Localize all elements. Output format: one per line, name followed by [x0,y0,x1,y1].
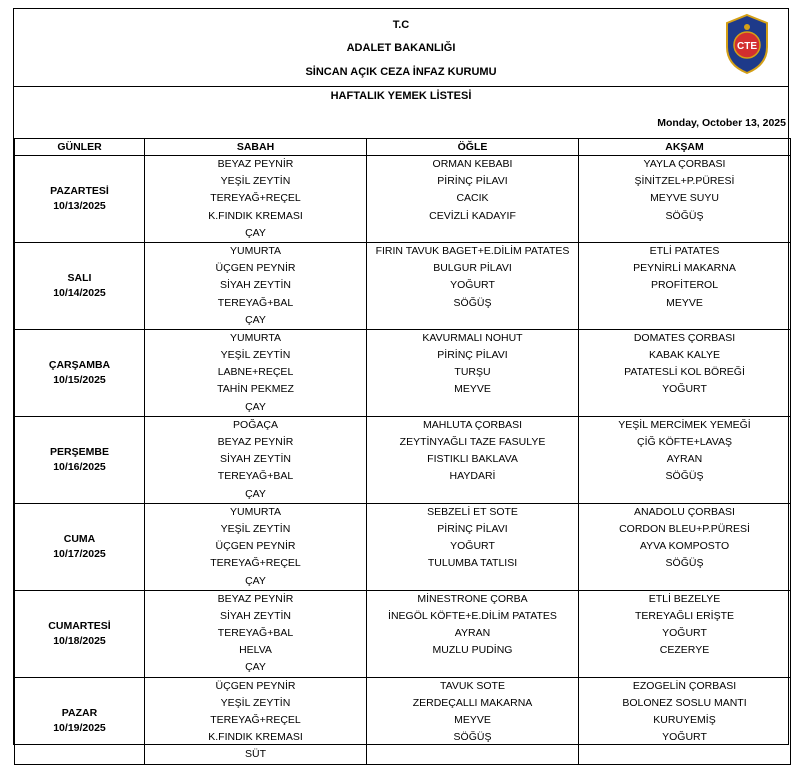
menu-item: ÜÇGEN PEYNİR [215,262,296,275]
table-row [15,329,791,416]
menu-item: ÜÇGEN PEYNİR [215,540,296,553]
menu-item: ORMAN KEBABI [432,158,513,170]
menu-item: ZERDEÇALLI MAKARNA [412,696,533,709]
day-cell [15,242,145,329]
day-name: PAZARTESİ [50,184,109,197]
menu-item: YEŞİL ZEYTİN [220,349,291,362]
menu-item: YUMURTA [230,505,281,518]
day-date: 10/14/2025 [53,286,106,299]
menu-item: SEBZELİ ET SOTE [427,505,518,518]
menu-item: YEŞİL MERCİMEK YEMEĞİ [618,418,751,431]
col-header-breakfast: SABAH [145,139,367,156]
menu-item: BEYAZ PEYNİR [217,158,294,170]
menu-item: FIRIN TAVUK BAGET+E.DİLİM PATATES [375,244,570,257]
menu-item: MEYVE [454,714,491,726]
menu-item: PATATESLİ KOL BÖREĞİ [624,366,745,379]
menu-item: ÇAY [245,574,266,587]
menu-item: YOĞURT [662,627,707,640]
menu-item: KAVURMALI NOHUT [422,331,523,344]
menu-item: ÇAY [245,487,266,500]
logo-text: CTE [737,41,757,52]
table-row [15,677,791,764]
page-title: HAFTALIK YEMEK LİSTESİ [330,90,472,102]
menu-item: KABAK KALYE [648,349,720,362]
day-date: 10/16/2025 [53,460,106,473]
ogle-cell [367,329,579,416]
header [14,9,788,87]
menu-item: PİRİNÇ PİLAVI [437,522,508,535]
menu-item: TEREYAĞ+REÇEL [210,714,301,726]
menu-item: PROFİTEROL [650,279,719,292]
day-cell [15,590,145,677]
col-header-days: GÜNLER [15,139,145,156]
menu-item: CEZERYE [659,644,710,657]
menu-item: BEYAZ PEYNİR [217,592,294,605]
aksam-cell [579,677,791,764]
menu-item: BOLONEZ SOSLU MANTI [622,696,747,709]
menu-item: YEŞİL ZEYTİN [220,696,291,709]
menu-item: PİRİNÇ PİLAVI [437,175,508,188]
menu-item: YUMURTA [230,331,281,344]
aksam-cell [579,156,791,243]
day-cell [15,156,145,243]
table-row [15,242,791,329]
sabah-cell [145,677,367,764]
menu-item: EZOGELİN ÇORBASI [632,679,737,692]
menu-item: K.FINDIK KREMASI [208,209,303,222]
menu-item: YOĞURT [662,731,707,744]
menu-item: SİYAH ZEYTİN [220,279,291,292]
menu-item: SİYAH ZEYTİN [220,609,291,622]
menu-item: TEREYAĞ+BAL [217,627,294,640]
col-header-lunch: ÖĞLE [367,139,579,156]
day-cell [15,329,145,416]
menu-item: PİRİNÇ PİLAVI [437,349,508,362]
menu-item: ÇAY [245,313,266,326]
menu-item: ZEYTİNYAĞLI TAZE FASULYE [399,436,546,448]
menu-item: ETLİ PATATES [649,244,720,257]
ogle-cell [367,590,579,677]
menu-item: MAHLUTA ÇORBASI [423,418,522,431]
menu-item: BEYAZ PEYNİR [217,436,294,448]
menu-item: TURŞU [454,366,491,379]
menu-item: TAHİN PEKMEZ [217,383,294,396]
day-cell [15,416,145,503]
menu-item: SÖĞÜŞ [665,470,704,483]
menu-item: TAVUK SOTE [440,679,505,692]
menu-table-wrap [14,138,788,765]
table-row [15,156,791,243]
menu-item: KURUYEMİŞ [653,714,716,726]
institution-logo-icon [724,13,770,75]
menu-item: MEYVE SUYU [650,192,719,205]
table-header-row [15,139,791,156]
day-name: SALI [67,271,92,284]
menu-item: MEYVE [454,383,491,396]
menu-item: TEREYAĞ+BAL [217,296,294,309]
menu-item: HELVA [239,644,272,657]
menu-item: ÇAY [245,400,266,413]
ogle-cell [367,242,579,329]
menu-item: CACIK [456,192,489,205]
aksam-cell [579,503,791,590]
menu-item: PEYNİRLİ MAKARNA [633,262,736,275]
menu-item: YOĞURT [450,279,495,292]
sabah-cell [145,416,367,503]
menu-item: SÖĞÜŞ [665,209,704,222]
menu-item: ÇİĞ KÖFTE+LAVAŞ [636,436,732,448]
menu-item: K.FINDIK KREMASI [208,731,303,744]
menu-item: YOĞURT [662,383,707,396]
menu-item: ŞİNİTZEL+P.PÜRESİ [634,175,735,188]
menu-item: SÖĞÜŞ [665,557,704,570]
menu-item: MUZLU PUDİNG [432,644,513,657]
day-cell [15,677,145,764]
menu-item: SÖĞÜŞ [453,296,492,309]
table-row [15,503,791,590]
ogle-cell [367,677,579,764]
aksam-cell [579,329,791,416]
sabah-cell [145,156,367,243]
ogle-cell [367,156,579,243]
menu-item: POĞAÇA [233,418,278,431]
menu-item: LABNE+REÇEL [217,366,294,379]
menu-item: FISTIKLI BAKLAVA [427,453,518,466]
menu-item: HAYDARİ [449,470,496,483]
menu-item: ÇAY [245,661,266,674]
menu-item: İNEGÖL KÖFTE+E.DİLİM PATATES [388,609,557,622]
aksam-cell [579,590,791,677]
sabah-cell [145,503,367,590]
day-name: PAZAR [61,706,98,719]
menu-item: TULUMBA TATLISI [427,557,518,570]
menu-item: ETLİ BEZELYE [648,592,721,605]
menu-item: SİYAH ZEYTİN [220,453,291,466]
menu-item: ANADOLU ÇORBASI [634,505,735,518]
sabah-cell [145,329,367,416]
day-name: PERŞEMBE [50,445,109,458]
menu-table [14,138,791,765]
menu-sheet [13,8,789,761]
day-cell [15,503,145,590]
menu-item: YOĞURT [450,540,495,553]
header-tc: T.C [392,19,410,31]
menu-item: YAYLA ÇORBASI [643,158,726,170]
menu-item: MİNESTRONE ÇORBA [417,592,528,605]
day-name: CUMARTESİ [48,619,111,632]
day-name: ÇARŞAMBA [48,358,111,371]
menu-item: CEVİZLİ KADAYIF [429,209,516,222]
header-ministry: ADALET BAKANLIĞI [346,42,456,54]
menu-item: AYRAN [666,453,703,466]
ogle-cell [367,503,579,590]
table-row [15,416,791,503]
menu-item: SÖĞÜŞ [453,731,492,744]
menu-date: Monday, October 13, 2025 [657,117,786,129]
col-header-dinner: AKŞAM [579,139,791,156]
menu-item: ÇAY [245,226,266,239]
menu-item: MEYVE [666,296,703,309]
sabah-cell [145,242,367,329]
menu-item: CORDON BLEU+P.PÜRESİ [619,522,750,535]
menu-item: AYVA KOMPOSTO [639,540,730,553]
menu-item: TEREYAĞ+BAL [217,470,294,483]
day-date: 10/17/2025 [53,547,106,560]
sabah-cell [145,590,367,677]
aksam-cell [579,416,791,503]
table-row [15,590,791,677]
aksam-cell [579,242,791,329]
menu-item: DOMATES ÇORBASI [633,331,736,344]
menu-item: YEŞİL ZEYTİN [220,522,291,535]
menu-item: SÜT [245,748,266,761]
menu-item: TEREYAĞ+REÇEL [210,192,301,205]
day-date: 10/15/2025 [53,373,106,386]
menu-item: BULGUR PİLAVI [433,262,512,275]
day-date: 10/13/2025 [53,199,106,212]
day-date: 10/19/2025 [53,721,106,734]
menu-item: TEREYAĞ+REÇEL [210,557,301,570]
header-institution: SİNCAN AÇIK CEZA İNFAZ KURUMU [305,66,497,78]
menu-item: YUMURTA [230,244,281,257]
menu-item: YEŞİL ZEYTİN [220,175,291,188]
day-date: 10/18/2025 [53,634,106,647]
menu-item: ÜÇGEN PEYNİR [215,679,296,692]
menu-item: TEREYAĞLI ERİŞTE [635,609,734,622]
day-name: CUMA [63,532,96,545]
ogle-cell [367,416,579,503]
menu-item: AYRAN [454,627,491,640]
